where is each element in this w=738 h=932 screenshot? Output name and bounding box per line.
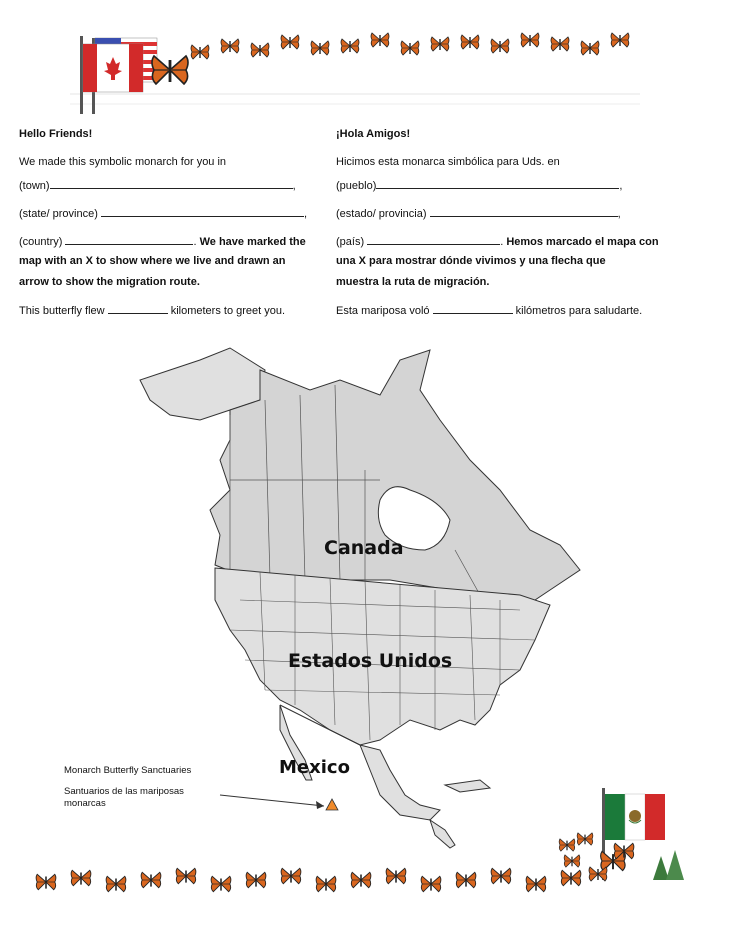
legend-english: Monarch Butterfly Sanctuaries <box>64 765 192 776</box>
monarch-butterfly-icon <box>36 874 56 889</box>
monarch-butterfly-icon <box>601 851 626 870</box>
monarch-butterfly-icon <box>221 39 239 53</box>
monarch-butterfly-icon <box>491 868 511 883</box>
spanish-country-label: (país) <box>336 236 365 248</box>
monarch-butterfly-icon <box>71 870 91 885</box>
english-town-line: (town) , <box>19 180 296 192</box>
english-country-bold: We have marked the <box>199 236 306 248</box>
monarch-butterfly-icon <box>577 833 593 845</box>
monarch-butterfly-icon <box>421 876 441 891</box>
monarch-butterfly-icon <box>106 876 126 891</box>
monarch-butterfly-icon <box>401 41 419 55</box>
monarch-butterfly-icon <box>614 843 634 858</box>
label-mexico: Mexico <box>279 757 350 778</box>
monarch-butterfly-icon <box>141 872 161 887</box>
spanish-line2: una X para mostrar dónde vivimos y una flecha que <box>336 255 606 267</box>
monarch-butterfly-icon <box>611 33 629 47</box>
monarch-butterfly-icon <box>311 41 329 55</box>
monarch-butterfly-icon <box>341 39 359 53</box>
english-state-line: (state/ province) , <box>19 208 307 220</box>
spanish-line3: muestra la ruta de migración. <box>336 276 490 288</box>
english-country-label: (country) <box>19 236 63 248</box>
monarch-butterfly-icon <box>386 868 406 883</box>
canada-flag-icon <box>83 44 143 92</box>
label-canada: Canada <box>324 537 404 559</box>
monarch-butterfly-icon <box>211 876 231 891</box>
central-america <box>430 820 455 848</box>
legend-arrow <box>220 795 324 806</box>
english-state-label: (state/ province) <box>19 208 98 220</box>
english-town-label: (town) <box>19 180 50 192</box>
english-line3: arrow to show the migration route. <box>19 276 200 288</box>
english-distance-line <box>19 303 285 318</box>
english-line2: map with an X to show where we live and drawn an <box>19 255 286 267</box>
mexico-flag-icon <box>605 794 665 840</box>
top-banner <box>70 24 640 116</box>
monarch-butterfly-icon <box>461 35 479 49</box>
monarch-butterfly-icon <box>491 39 509 53</box>
spanish-town-label: (pueblo) <box>336 180 377 192</box>
state-field[interactable] <box>101 206 304 217</box>
monarch-butterfly-icon <box>251 43 269 57</box>
english-intro: We made this symbolic monarch for you in <box>19 156 227 168</box>
legend-spanish-1: Santuarios de las mariposas <box>64 786 184 797</box>
spanish-greeting: ¡Hola Amigos! <box>336 128 411 140</box>
kilometros-field[interactable] <box>433 303 513 314</box>
monarch-butterfly-icon <box>351 872 371 887</box>
legend-spanish-2: monarcas <box>64 798 106 809</box>
bottom-butterfly-border-art <box>30 865 590 895</box>
spanish-distance-line <box>336 303 642 318</box>
spanish-country-line: (país) . Hemos marcado el mapa con <box>336 236 659 248</box>
cuba-island <box>445 780 490 792</box>
top-banner-art <box>70 24 640 116</box>
monarch-butterfly-icon <box>281 35 299 49</box>
pine-tree-icon <box>653 856 669 880</box>
spanish-distance-pre: Esta mariposa voló <box>336 305 430 317</box>
monarch-butterfly-icon <box>589 867 607 881</box>
spanish-country-bold: Hemos marcado el mapa con <box>506 236 659 248</box>
monarch-butterfly-icon <box>246 872 266 887</box>
monarch-butterfly-icon <box>316 876 336 891</box>
monarch-butterfly-icon <box>521 33 539 47</box>
spanish-distance-post: kilómetros para saludarte. <box>515 305 643 317</box>
monarch-butterfly-icon <box>456 872 476 887</box>
english-distance-pre: This butterfly flew <box>19 305 105 317</box>
label-estados-unidos: Estados Unidos <box>288 650 453 672</box>
estado-field[interactable] <box>430 206 618 217</box>
english-distance-post: kilometers to greet you. <box>170 305 286 317</box>
english-country-line: (country) . We have marked the <box>19 236 306 248</box>
bottom-butterfly-border <box>30 865 590 895</box>
monarch-butterfly-icon <box>176 868 196 883</box>
monarch-butterfly-icon <box>551 37 569 51</box>
monarch-butterfly-icon <box>561 870 581 885</box>
sanctuary-triangle-icon <box>326 799 338 810</box>
monarch-butterfly-icon <box>431 37 449 51</box>
monarch-butterfly-icon <box>152 56 188 84</box>
spanish-intro: Hicimos esta monarca simbólica para Uds. en <box>336 156 560 168</box>
town-field[interactable] <box>50 178 293 189</box>
pine-tree-icon <box>666 850 684 880</box>
monarch-butterfly-icon <box>581 41 599 55</box>
spanish-state-label: (estado/ provincia) <box>336 208 427 220</box>
monarch-butterfly-icon <box>191 45 209 59</box>
pueblo-field[interactable] <box>376 178 619 189</box>
english-greeting: Hello Friends! <box>19 128 93 140</box>
monarch-butterfly-icon <box>526 876 546 891</box>
distance-field[interactable] <box>108 303 168 314</box>
monarch-butterfly-icon <box>281 868 301 883</box>
spanish-town-line: (pueblo) , <box>336 180 623 192</box>
monarch-butterfly-icon <box>371 33 389 47</box>
spanish-state-line: (estado/ provincia) , <box>336 208 621 220</box>
country-field[interactable] <box>65 234 193 245</box>
monarch-butterfly-icon <box>559 839 575 851</box>
pais-field[interactable] <box>367 234 500 245</box>
